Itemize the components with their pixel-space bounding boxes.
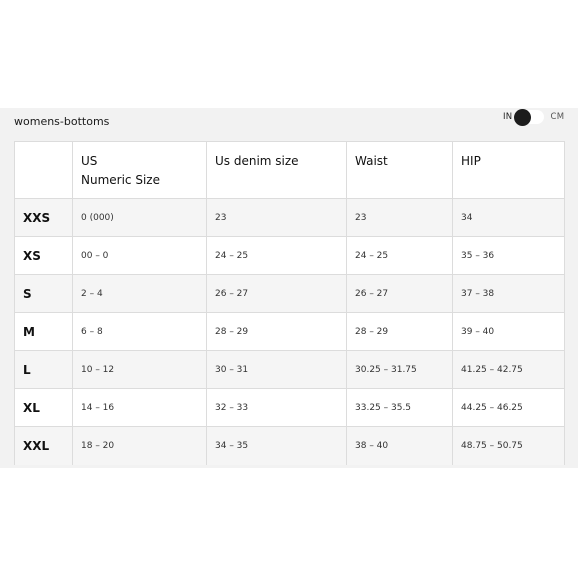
table-row bbox=[15, 199, 565, 237]
hip-cell: 35 – 36 bbox=[453, 237, 565, 275]
us-numeric-cell: 10 – 12 bbox=[73, 351, 207, 389]
size-chart-panel bbox=[0, 108, 578, 468]
us-numeric-cell: 2 – 4 bbox=[73, 275, 207, 313]
hip-cell: 37 – 38 bbox=[453, 275, 565, 313]
us-numeric-cell: 00 – 0 bbox=[73, 237, 207, 275]
table-row bbox=[15, 237, 565, 275]
hip-cell: 48.75 – 50.75 bbox=[453, 427, 565, 465]
waist-cell: 24 – 25 bbox=[347, 237, 453, 275]
unit-switch-knob[interactable] bbox=[514, 109, 531, 126]
unit-label-in[interactable]: IN bbox=[503, 112, 513, 122]
waist-cell: 38 – 40 bbox=[347, 427, 453, 465]
size-label: XXL bbox=[15, 427, 73, 465]
waist-cell: 26 – 27 bbox=[347, 275, 453, 313]
waist-cell: 33.25 – 35.5 bbox=[347, 389, 453, 427]
us-numeric-cell: 18 – 20 bbox=[73, 427, 207, 465]
hip-cell: 39 – 40 bbox=[453, 313, 565, 351]
size-label: L bbox=[15, 351, 73, 389]
unit-label-cm[interactable]: CM bbox=[550, 112, 565, 122]
table-header-row bbox=[15, 142, 565, 199]
us-denim-cell: 28 – 29 bbox=[207, 313, 347, 351]
us-denim-cell: 30 – 31 bbox=[207, 351, 347, 389]
us-denim-cell: 32 – 33 bbox=[207, 389, 347, 427]
size-label: XS bbox=[15, 237, 73, 275]
header-waist: Waist bbox=[347, 142, 453, 199]
table-row bbox=[15, 275, 565, 313]
hip-cell: 44.25 – 46.25 bbox=[453, 389, 565, 427]
header-us-numeric-line2: Numeric Size bbox=[81, 173, 160, 187]
hip-cell: 34 bbox=[453, 199, 565, 237]
unit-toggle[interactable] bbox=[503, 108, 564, 126]
us-denim-cell: 23 bbox=[207, 199, 347, 237]
size-label: M bbox=[15, 313, 73, 351]
size-label: XXS bbox=[15, 199, 73, 237]
header-us-numeric bbox=[73, 142, 207, 199]
table-row bbox=[15, 351, 565, 389]
header-hip: HIP bbox=[453, 142, 565, 199]
us-denim-cell: 24 – 25 bbox=[207, 237, 347, 275]
waist-cell: 28 – 29 bbox=[347, 313, 453, 351]
us-numeric-cell: 14 – 16 bbox=[73, 389, 207, 427]
hip-cell: 41.25 – 42.75 bbox=[453, 351, 565, 389]
table-row bbox=[15, 427, 565, 465]
us-numeric-cell: 6 – 8 bbox=[73, 313, 207, 351]
unit-switch[interactable] bbox=[514, 110, 544, 124]
size-label: XL bbox=[15, 389, 73, 427]
header-us-denim: Us denim size bbox=[207, 142, 347, 199]
waist-cell: 23 bbox=[347, 199, 453, 237]
table-row bbox=[15, 389, 565, 427]
waist-cell: 30.25 – 31.75 bbox=[347, 351, 453, 389]
header-size bbox=[15, 142, 73, 199]
size-chart-title: womens-bottoms bbox=[14, 115, 110, 128]
header-us-numeric-line1: US bbox=[81, 154, 98, 168]
size-label: S bbox=[15, 275, 73, 313]
us-denim-cell: 26 – 27 bbox=[207, 275, 347, 313]
us-numeric-cell: 0 (000) bbox=[73, 199, 207, 237]
us-denim-cell: 34 – 35 bbox=[207, 427, 347, 465]
size-table bbox=[14, 141, 565, 465]
table-row bbox=[15, 313, 565, 351]
